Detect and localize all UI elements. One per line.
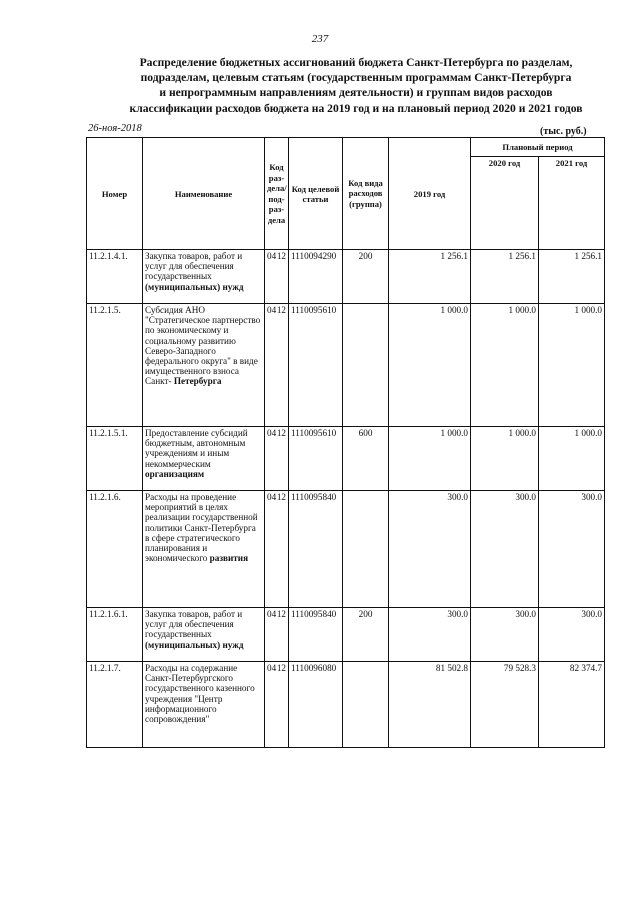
table-row: [87, 250, 605, 304]
row-2019: 1 000.0: [389, 427, 471, 491]
header-target: Код целевой статьи: [289, 138, 343, 250]
row-section: 04: [265, 304, 275, 427]
row-2020: 1 256.1: [471, 250, 539, 304]
row-name-text: Субсидия АНО "Стратегическое партнерство по экономическому и социальному развитию Северо-Западного федерального округа" в виде имущественного взноса Санкт-: [145, 305, 261, 387]
row-section: 04: [265, 608, 275, 662]
document-date: 26-ноя-2018: [88, 123, 142, 134]
row-name: [143, 250, 265, 304]
header-2019: 2019 год: [389, 138, 471, 250]
row-section: 04: [265, 491, 275, 608]
title-line: классификации расходов бюджета на 2019 год и на плановый период 2020 и 2021 годов: [129, 101, 583, 115]
row-target: 1110096080: [289, 662, 343, 748]
row-2019: 1 000.0: [389, 304, 471, 427]
row-section: 04: [265, 250, 275, 304]
row-2021: 300.0: [539, 491, 605, 608]
row-name: [143, 662, 265, 748]
budget-table: [86, 137, 605, 748]
row-2019: 1 256.1: [389, 250, 471, 304]
row-2021: 1 000.0: [539, 427, 605, 491]
header-2021: 2021 год: [539, 157, 605, 250]
row-2019: 81 502.8: [389, 662, 471, 748]
header-2020: 2020 год: [471, 157, 539, 250]
row-subsection: 12: [275, 304, 289, 427]
row-target: 1110095840: [289, 491, 343, 608]
row-2020: 1 000.0: [471, 427, 539, 491]
row-subsection: 12: [275, 491, 289, 608]
row-name-text: Расходы на содержание Санкт-Петербургского государственного казенного учреждения "Центр информационного сопровождения": [145, 663, 255, 725]
row-target: 1110095610: [289, 304, 343, 427]
row-number: 11.2.1.5.: [87, 304, 143, 427]
title-line: и непрограммным направлениям деятельности) и группам видов расходов: [159, 86, 553, 100]
header-number: Номер: [87, 138, 143, 250]
table-row: [87, 662, 605, 748]
row-subsection: 12: [275, 608, 289, 662]
header-planned-period: Плановый период: [471, 138, 605, 157]
row-name-last: (муниципальных) нужд: [145, 639, 244, 650]
row-name-last: Петербурга: [173, 376, 222, 387]
row-2021: 300.0: [539, 608, 605, 662]
row-expense-type: [343, 491, 389, 608]
row-expense-type: 600: [343, 427, 389, 491]
row-2020: 300.0: [471, 608, 539, 662]
row-name-text: Закупка товаров, работ и услуг для обеспечения государственных: [145, 251, 243, 282]
row-number: 11.2.1.5.1.: [87, 427, 143, 491]
row-2021: 1 256.1: [539, 250, 605, 304]
row-expense-type: 200: [343, 250, 389, 304]
row-target: 1110095610: [289, 427, 343, 491]
row-name: [143, 304, 265, 427]
row-name-text: Предоставление субсидий бюджетным, автономным учреждениям и иным некоммерческим: [145, 428, 248, 469]
title-line: Распределение бюджетных ассигнований бюджета Санкт-Петербурга по разделам,: [139, 56, 573, 69]
row-expense-type: [343, 304, 389, 427]
header-expense-type: Код вида расходов (группа): [343, 138, 389, 250]
row-2019: 300.0: [389, 491, 471, 608]
row-name-text: Закупка товаров, работ и услуг для обеспечения государственных: [145, 609, 243, 640]
row-2020: 300.0: [471, 491, 539, 608]
row-name: [143, 608, 265, 662]
row-name-text: Расходы на проведение мероприятий в целях реализации государственной политики Санкт-Петербурга в сфере стратегического планирования и экономического: [145, 492, 258, 564]
row-subsection: 12: [275, 662, 289, 748]
document-title: [96, 55, 616, 116]
row-name: [143, 491, 265, 608]
row-number: 11.2.1.6.: [87, 491, 143, 608]
row-expense-type: [343, 662, 389, 748]
header-section: Код раз- дела/ под- раз- дела: [265, 138, 289, 250]
row-section: 04: [265, 427, 275, 491]
row-number: 11.2.1.7.: [87, 662, 143, 748]
header-name: Наименование: [143, 138, 265, 250]
row-2020: 79 528.3: [471, 662, 539, 748]
row-number: 11.2.1.4.1.: [87, 250, 143, 304]
row-expense-type: 200: [343, 608, 389, 662]
table-row: [87, 304, 605, 427]
page-number: 237: [311, 33, 329, 45]
row-section: 04: [265, 662, 275, 748]
table-row: [87, 427, 605, 491]
row-2020: 1 000.0: [471, 304, 539, 427]
row-number: 11.2.1.6.1.: [87, 608, 143, 662]
table-row: [87, 491, 605, 608]
units-label: (тыс. руб.): [540, 126, 587, 137]
row-target: 1110095840: [289, 608, 343, 662]
title-line: подразделам, целевым статьям (государственным программам Санкт-Петербурга: [140, 71, 572, 85]
row-name: [143, 427, 265, 491]
row-name-last: развития: [209, 553, 249, 564]
row-target: 1110094290: [289, 250, 343, 304]
row-name-last: (муниципальных) нужд: [145, 281, 244, 292]
row-name-last: организациям: [145, 468, 205, 479]
row-subsection: 12: [275, 427, 289, 491]
row-2021: 82 374.7: [539, 662, 605, 748]
row-2019: 300.0: [389, 608, 471, 662]
row-subsection: 12: [275, 250, 289, 304]
row-2021: 1 000.0: [539, 304, 605, 427]
table-row: [87, 608, 605, 662]
